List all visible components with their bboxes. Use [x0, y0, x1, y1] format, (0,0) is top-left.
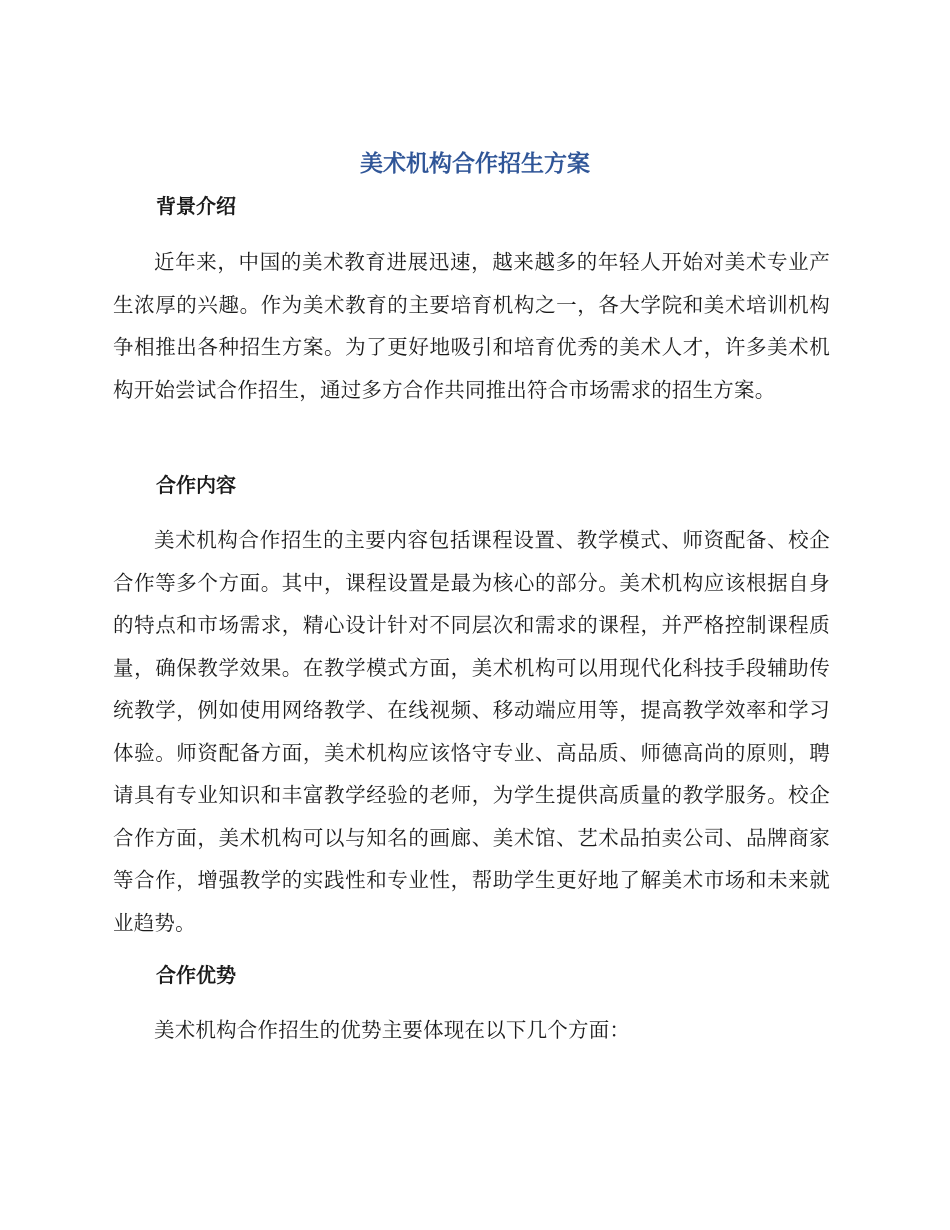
section-heading-background: 背景介绍 — [156, 194, 236, 218]
section-heading-cooperation-content: 合作内容 — [156, 473, 236, 497]
section-paragraph-cooperation-advantages: 美术机构合作招生的优势主要体现在以下几个方面： — [154, 1018, 631, 1042]
document-title: 美术机构合作招生方案 — [360, 151, 590, 177]
section-paragraph-cooperation-content: 美术机构合作招生的主要内容包括课程设置、教学模式、师资配备、校企合作等多个方面。其中，课程设置是最为核心的部分。美术机构应该根据自身的特点和市场需求，精心设计针对不同层次和需求的课程，并严格控制课程质量，确保教学效果。在教学模式方面，美术机构可以用现代化科技手段辅助传统教学，例如使用网络教学、在线视频、移动端应用等，提高教学效率和学习体验。师资配备方面，美术机构应该恪守专业、高品质、师德高尚的原则，聘请具有专业知识和丰富教学经验的老师，为学生提供高质量的教学服务。校企合作方面，美术机构可以与知名的画廊、美术馆、艺术品拍卖公司、品牌商家等合作，增强教学的实践性和专业性，帮助学生更好地了解美术市场和未来就业趋势。 — [113, 528, 830, 935]
section-heading-cooperation-advantages: 合作优势 — [156, 963, 236, 987]
section-paragraph-background: 近年来，中国的美术教育进展迅速，越来越多的年轻人开始对美术专业产生浓厚的兴趣。作为美术教育的主要培育机构之一，各大学院和美术培训机构争相推出各种招生方案。为了更好地吸引和培育优秀的美术人才，许多美术机构开始尝试合作招生，通过多方合作共同推出符合市场需求的招生方案。 — [113, 250, 830, 402]
